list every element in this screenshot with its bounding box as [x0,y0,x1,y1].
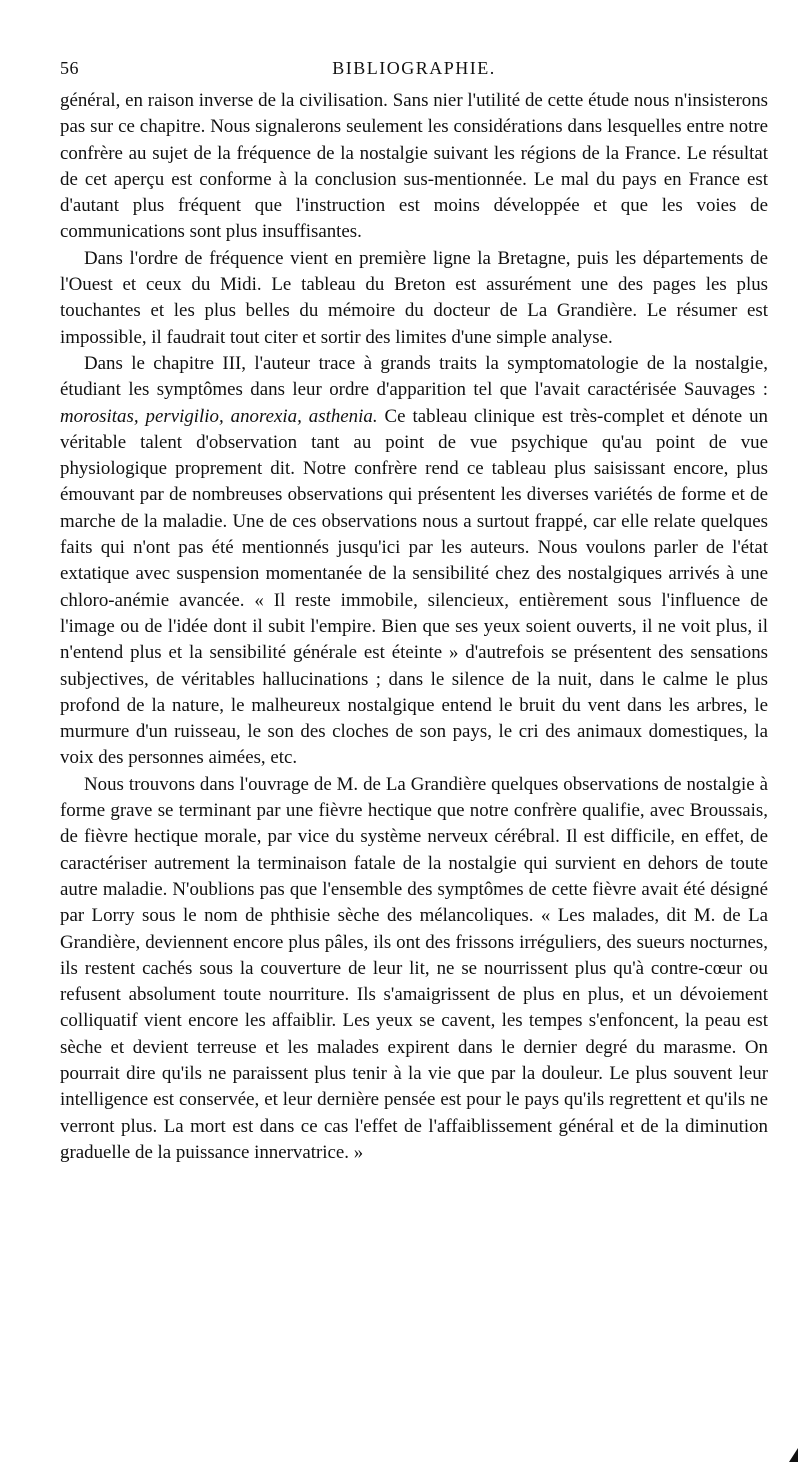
page-corner-mark [789,1448,798,1462]
latin-symptom-terms: morositas, pervigilio, anorexia, asthenia. [60,405,378,427]
running-head [60,58,768,88]
paragraph-3-part-a: Dans le chapitre III, l'auteur trace à grands traits la symptomatologie de la nostalgie, étudiant les symptômes dans leur ordre d'apparition tel que l'avait caractérisée Sauvages : [60,352,768,401]
book-page [60,58,768,1166]
paragraph-2: Dans l'ordre de fréquence vient en première ligne la Bretagne, puis les départements de l'Ouest et ceux du Midi. Le tableau du Breton est assurément une des pages les plus touchantes et les plus belles du mémoire du docteur de La Grandière. Le résumer est impossible, il faudrait tout citer et sortir des limites d'une simple analyse. [60,247,768,348]
body-text [60,88,768,1166]
paragraph-3 [60,351,768,772]
paragraph-3-part-b: Ce tableau clinique est très-complet et dénote un véritable talent d'observation tant au point de vue psychique qu'au point de vue physiologique proprement dit. Notre confrère rend ce tableau plus saisissant encore, plus émouvant par de nombreuses observations qui présentent les diverses variétés de forme et de marche de la maladie. Une de ces observations nous a surtout frappé, car elle relate quelques faits qui n'ont pas été mentionnés jusqu'ici par les auteurs. Nous voulons parler de l'état extatique avec suspension momentanée de la sensibilité chez des nostalgiques arrivés à une chloro-anémie avancée. « Il reste immobile, silencieux, entièrement sous l'influence de l'image ou de l'idée dont il subit l'empire. Bien que ses yeux soient ouverts, il ne voit plus, il n'entend plus et la sensibilité générale est éteinte » d'autrefois se présentent des sensations subjectives, de véritables hallucinations ; dans le silence de la nuit, dans le calme le plus profond de la nature, le malheureux nostalgique entend le bruit du vent dans les arbres, le murmure d'un ruisseau, le son des cloches de son pays, le cri des animaux domestiques, la voix des personnes aimées, etc. [60,405,768,769]
paragraph-4: Nous trouvons dans l'ouvrage de M. de La Grandière quelques observations de nostalgie à forme grave se terminant par une fièvre hectique que notre confrère qualifie, avec Broussais, de fièvre hectique morale, par vice du système nerveux cérébral. Il est difficile, en effet, de caractériser autrement la terminaison fatale de la nostalgie qui survient en dehors de toute autre maladie. N'oublions pas que l'ensemble des symptômes de cette fièvre avait été désigné par Lorry sous le nom de phthisie sèche des mélancoliques. « Les malades, dit M. de La Grandière, deviennent encore plus pâles, ils ont des frissons irréguliers, des sueurs nocturnes, ils restent cachés sous la couverture de leur lit, ne se nourrissent plus qu'à contre-cœur ou refusent absolument toute nourriture. Ils s'amaigrissent de plus en plus, et un dévoiement colliquatif vient encore les affaiblir. Les yeux se cavent, les tempes s'enfoncent, la peau est sèche et devient terreuse et les malades expirent dans le dernier degré du marasme. On pourrait dire qu'ils ne paraissent plus tenir à la vie que par la douleur. Le plus souvent leur intelligence est conservée, et leur dernière pensée est pour le pays qu'ils regrettent et qu'ils ne verront plus. La mort est dans ce cas l'effet de l'affaiblissement général et de la diminution graduelle de la puissance innervatrice. » [60,773,768,1163]
paragraph-1: général, en raison inverse de la civilisation. Sans nier l'utilité de cette étude nous n'insisterons pas sur ce chapitre. Nous signalerons seulement les considérations dans lesquelles entre notre confrère au sujet de la fréquence de la nostalgie suivant les régions de la France. Le résultat de cet aperçu est conforme à la conclusion sus-mentionnée. Le mal du pays en France est d'autant plus fréquent que l'instruction est moins développée et que les voies de communications sont plus insuffisantes. [60,90,768,243]
running-title: BIBLIOGRAPHIE. [332,58,496,78]
page-number: 56 [60,58,79,78]
